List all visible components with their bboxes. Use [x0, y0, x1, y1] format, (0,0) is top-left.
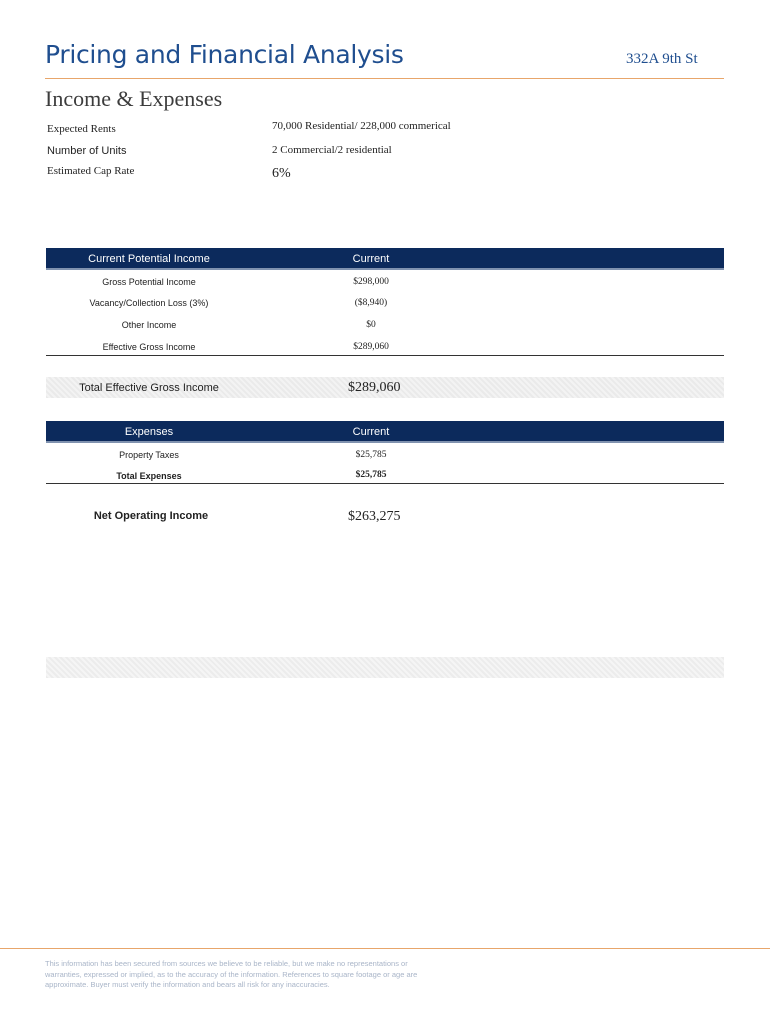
total-egi-label: Total Effective Gross Income [79, 382, 219, 394]
table-row-value: $25,785 [355, 470, 387, 480]
table-divider [46, 483, 724, 484]
table-divider [46, 355, 724, 356]
property-address: 332A 9th St [626, 51, 698, 67]
table-row-value: ($8,940) [354, 298, 388, 308]
table-row-value: $298,000 [353, 277, 389, 287]
expected-rents-value: 70,000 Residential/ 228,000 commerical [272, 120, 451, 132]
noi-value: $263,275 [348, 509, 401, 524]
section-title: Income & Expenses [45, 86, 223, 111]
empty-band [46, 657, 724, 678]
table-row-label: Effective Gross Income [102, 342, 196, 352]
expenses-header-label: Expenses [124, 426, 174, 438]
table-row-label: Vacancy/Collection Loss (3%) [89, 298, 209, 308]
table-row-label: Total Expenses [116, 471, 182, 481]
title-divider [45, 78, 724, 79]
table-row-label: Property Taxes [119, 450, 179, 460]
table-row-label: Gross Potential Income [102, 277, 196, 287]
cap-rate-label: Estimated Cap Rate [47, 165, 135, 177]
table-row-value: $0 [366, 320, 376, 330]
total-egi-value: $289,060 [348, 380, 401, 395]
expenses-header-current: Current [352, 426, 390, 438]
cap-rate-value: 6% [272, 166, 291, 181]
expected-rents-label: Expected Rents [47, 123, 116, 135]
units-label: Number of Units [47, 145, 127, 157]
income-header-current: Current [352, 253, 390, 265]
income-table-header [46, 248, 724, 270]
expenses-table-header [46, 421, 724, 443]
footer-divider [0, 948, 770, 949]
header-underline [46, 268, 724, 270]
units-value: 2 Commercial/2 residential [272, 144, 392, 156]
table-row-value: $25,785 [355, 450, 387, 460]
table-row-value: $289,060 [353, 342, 389, 352]
table-row-label: Other Income [121, 320, 177, 330]
income-header-label: Current Potential Income [88, 253, 210, 265]
page-title: Pricing and Financial Analysis [45, 40, 404, 69]
disclaimer-text: This information has been secured from sources we believe to be reliable, but we make no representations or warranties, expressed or implied, as to the accuracy of the information. References to square footage or age are approximate. Buyer must verify the information and bears all risk for any inaccuracies. [45, 959, 418, 989]
noi-label: Net Operating Income [93, 510, 209, 522]
header-underline [46, 441, 724, 443]
